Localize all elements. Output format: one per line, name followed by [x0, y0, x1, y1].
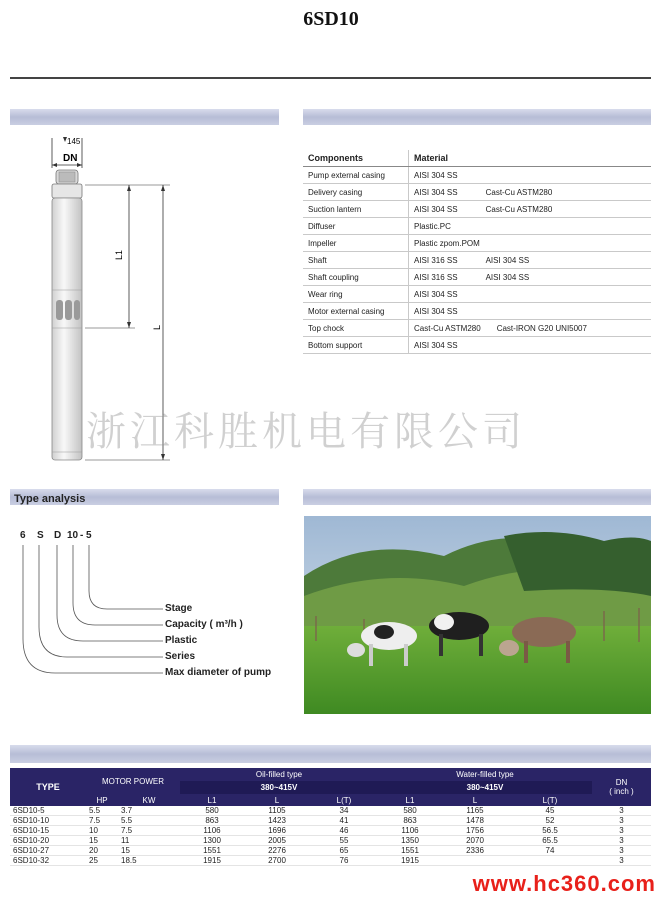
legend-capacity: Capacity ( m³/h ): [165, 619, 243, 630]
water-voltage: 380~415V: [378, 781, 592, 794]
components-table: [303, 150, 651, 354]
type-code-5: 5: [86, 530, 92, 541]
component-row: [303, 167, 651, 184]
l1-dimension-label: L1: [114, 249, 124, 260]
section-band-spec: [10, 745, 651, 763]
oil-l-col: L: [244, 794, 310, 806]
component-row: [303, 201, 651, 218]
component-name: Wear ring: [303, 286, 409, 303]
material-cell: AISI 304 SS Cast-Cu ASTM280: [409, 201, 652, 218]
material-cell: AISI 316 SS AISI 304 SS: [409, 252, 652, 269]
spec-row: 6SD10-32 25 18.5 1915 2700 76 1915 3: [10, 856, 651, 866]
type-analysis-heading: Type analysis: [14, 493, 86, 505]
component-name: Shaft: [303, 252, 409, 269]
dn-header: [592, 768, 651, 806]
water-filled-header: Water-filled type: [378, 768, 592, 781]
dn-label: DN: [615, 778, 628, 787]
type-code-6: 6: [20, 530, 26, 541]
component-row: [303, 303, 651, 320]
motor-power-header: MOTOR POWER: [86, 768, 180, 794]
component-row: [303, 320, 651, 337]
spec-row: 6SD10-5 5.5 3.7 580 1105 34 580 1165 45 3: [10, 806, 651, 816]
components-header: Components: [303, 150, 409, 167]
component-row: [303, 184, 651, 201]
spec-table: [10, 768, 651, 866]
spec-row: 6SD10-15 10 7.5 1106 1696 46 1106 1756 56.5 3: [10, 826, 651, 836]
legend-series: Series: [165, 651, 196, 662]
legend-plastic: Plastic: [165, 635, 198, 646]
material-cell: Cast-Cu ASTM280 Cast-IRON G20 UNI5007: [409, 320, 652, 337]
components-table-header: [303, 150, 651, 167]
component-name: Diffuser: [303, 218, 409, 235]
section-band-photo: [303, 489, 651, 505]
material-cell: AISI 316 SS AISI 304 SS: [409, 269, 652, 286]
water-lt-col: L(T): [508, 794, 592, 806]
hp-col: HP: [86, 794, 118, 806]
spec-row: 6SD10-10 7.5 5.5 863 1423 41 863 1478 52 3: [10, 816, 651, 826]
component-row: [303, 337, 651, 354]
material-cell: AISI 304 SS: [409, 167, 652, 184]
oil-lt-col: L(T): [310, 794, 378, 806]
legend-stage: Stage: [165, 603, 193, 614]
component-row: [303, 218, 651, 235]
material-cell: Plastic.PC: [409, 218, 652, 235]
section-band-diagram: [10, 109, 279, 125]
material-cell: Plastic zpom.POM: [409, 235, 652, 252]
type-code-s: S: [37, 530, 44, 541]
material-cell: AISI 304 SS: [409, 286, 652, 303]
type-header: TYPE: [10, 768, 86, 806]
l-dimension-label: L: [152, 324, 162, 330]
type-code-d: D: [54, 530, 62, 541]
component-row: [303, 269, 651, 286]
type-code-dash: -: [80, 530, 84, 541]
material-cell: AISI 304 SS: [409, 337, 652, 354]
section-band-type-analysis: [10, 489, 279, 505]
component-name: Impeller: [303, 235, 409, 252]
title-divider: [10, 77, 651, 79]
material-cell: AISI 304 SS: [409, 303, 652, 320]
component-row: [303, 252, 651, 269]
oil-filled-header: Oil-filled type: [180, 768, 378, 781]
dn-dimension-label: DN: [63, 153, 78, 164]
site-watermark: www.hc360.com: [472, 871, 656, 896]
component-row: [303, 286, 651, 303]
component-name: Motor external casing: [303, 303, 409, 320]
oil-voltage: 380~415V: [180, 781, 378, 794]
type-legend-leaders: [15, 543, 165, 683]
dim-top-label: 145: [67, 137, 81, 146]
page-title: 6SD10: [303, 8, 359, 30]
component-name: Suction lantern: [303, 201, 409, 218]
spec-row: 6SD10-27 20 15 1551 2276 65 1551 2336 74 3: [10, 846, 651, 856]
component-name: Shaft coupling: [303, 269, 409, 286]
component-name: Bottom support: [303, 337, 409, 354]
material-cell: AISI 304 SS Cast-Cu ASTM280: [409, 184, 652, 201]
dn-unit: ( inch ): [609, 787, 634, 796]
component-name: Delivery casing: [303, 184, 409, 201]
company-watermark: 浙江科胜机电有限公司: [86, 409, 526, 455]
kw-col: KW: [118, 794, 180, 806]
water-l1-col: L1: [378, 794, 442, 806]
oil-l1-col: L1: [180, 794, 244, 806]
legend-max-diameter: Max diameter of pump: [165, 667, 272, 678]
section-band-components: [303, 109, 651, 125]
type-code-10: 10: [67, 530, 79, 541]
spec-row: 6SD10-20 15 11 1300 2005 55 1350 2070 65.5 3: [10, 836, 651, 846]
component-name: Pump external casing: [303, 167, 409, 184]
pasture-photo: [304, 516, 651, 714]
component-row: [303, 235, 651, 252]
material-header: Material: [409, 150, 652, 167]
water-l-col: L: [442, 794, 508, 806]
component-name: Top chock: [303, 320, 409, 337]
